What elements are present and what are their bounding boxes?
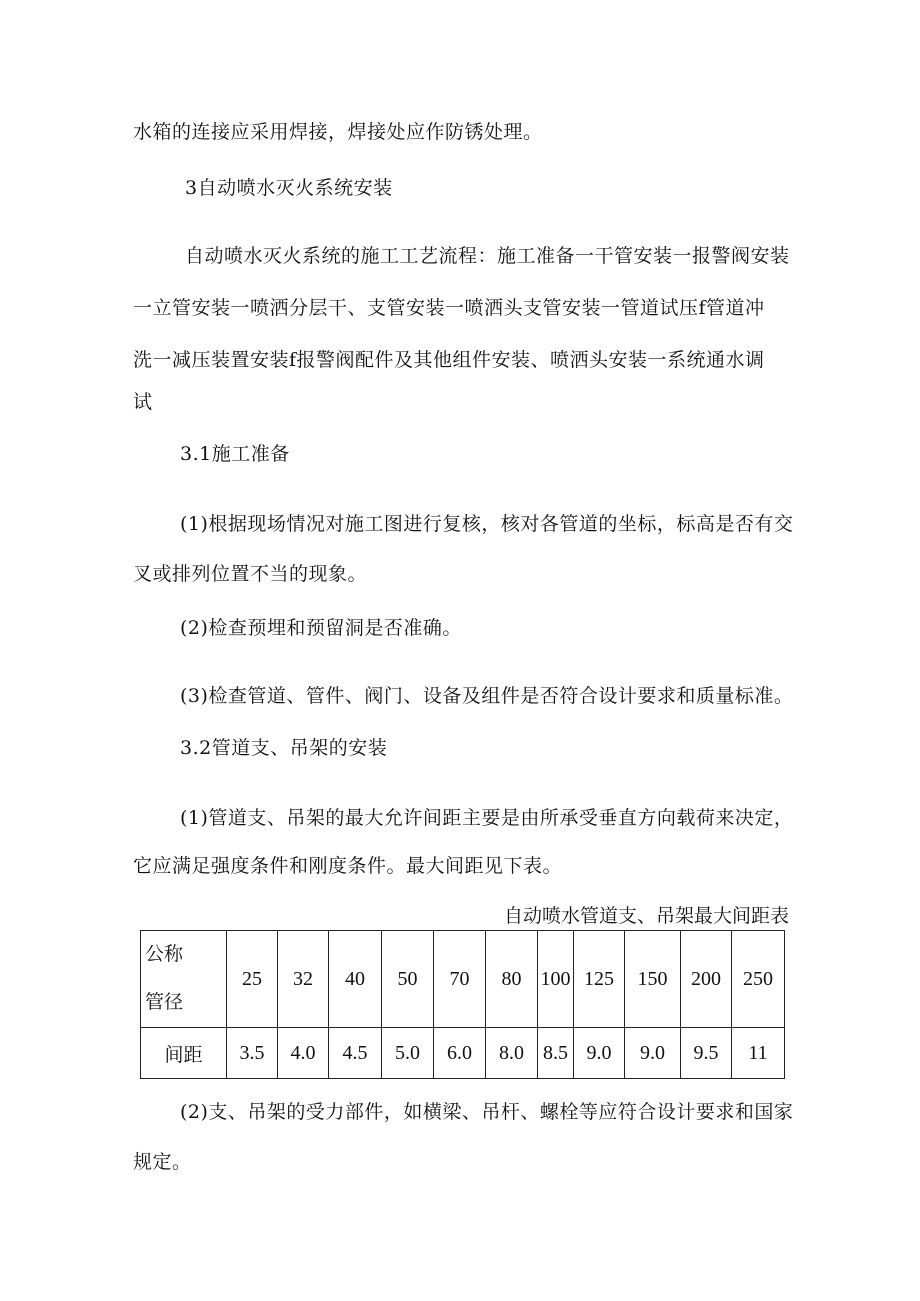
item-2: (2)检查预埋和预留洞是否准确。	[180, 617, 462, 639]
diameter-cell: 80	[486, 931, 538, 1028]
item-3: (3)检查管道、管件、阀门、设备及组件是否符合设计要求和质量标准。	[180, 685, 794, 707]
header-label-line2: 管径	[145, 992, 184, 1013]
flow-line-4: 试	[133, 391, 153, 413]
item-1-line-2: 叉或排列位置不当的现象。	[133, 563, 368, 585]
diameter-cell: 100	[538, 931, 574, 1028]
item-4-line-1: (1)管道支、吊架的最大允许间距主要是由所承受垂直方向载荷来决定，	[180, 807, 794, 829]
diameter-cell: 200	[681, 931, 732, 1028]
diameter-cell: 70	[434, 931, 486, 1028]
spacing-cell: 6.0	[434, 1028, 486, 1079]
flow-line-3: 洗一减压装置安装f报警阀配件及其他组件安装、喷洒头安装一系统通水调	[133, 349, 765, 371]
table-row-spacing	[141, 1028, 785, 1079]
diameter-cell: 250	[732, 931, 785, 1028]
item-5-line-2: 规定。	[133, 1151, 192, 1173]
spacing-cell: 5.0	[382, 1028, 434, 1079]
spacing-cell: 9.5	[681, 1028, 732, 1079]
header-cell-spacing: 间距	[141, 1028, 227, 1079]
section-heading-3-2: 3.2管道支、吊架的安装	[180, 737, 388, 759]
spacing-cell: 9.0	[574, 1028, 625, 1079]
flow-line-2: 一立管安装一喷洒分层干、支管安装一喷洒头支管安装一管道试压f管道冲	[133, 297, 765, 319]
table-row-diameter	[141, 931, 785, 1028]
diameter-cell: 50	[382, 931, 434, 1028]
spacing-cell: 8.0	[486, 1028, 538, 1079]
diameter-cell: 150	[625, 931, 681, 1028]
item-1-line-1: (1)根据现场情况对施工图进行复核，核对各管道的坐标，标高是否有交	[180, 513, 794, 535]
spacing-cell: 11	[732, 1028, 785, 1079]
spacing-cell: 8.5	[538, 1028, 574, 1079]
spacing-cell: 3.5	[227, 1028, 278, 1079]
spacing-cell: 9.0	[625, 1028, 681, 1079]
table-caption: 自动喷水管道支、吊架最大间距表	[504, 905, 790, 927]
section-heading-3-1: 3.1施工准备	[180, 443, 290, 465]
spacing-table	[140, 930, 785, 1079]
diameter-cell: 125	[574, 931, 625, 1028]
header-label-line1: 公称	[145, 944, 184, 965]
diameter-cell: 40	[329, 931, 382, 1028]
header-cell-diameter	[141, 931, 227, 1028]
item-5-line-1: (2)支、吊架的受力部件，如横梁、吊杆、螺栓等应符合设计要求和国家	[180, 1101, 794, 1123]
flow-line-1: 自动喷水灭火系统的施工工艺流程：施工准备一干管安装一报警阀安装	[185, 245, 790, 267]
paragraph-line: 水箱的连接应采用焊接，焊接处应作防锈处理。	[133, 121, 543, 143]
diameter-cell: 32	[278, 931, 329, 1028]
spacing-cell: 4.0	[278, 1028, 329, 1079]
diameter-cell: 25	[227, 931, 278, 1028]
spacing-cell: 4.5	[329, 1028, 382, 1079]
section-heading-3: 3自动喷水灭火系统安装	[185, 177, 393, 199]
item-4-line-2: 它应满足强度条件和刚度条件。最大间距见下表。	[133, 855, 563, 877]
